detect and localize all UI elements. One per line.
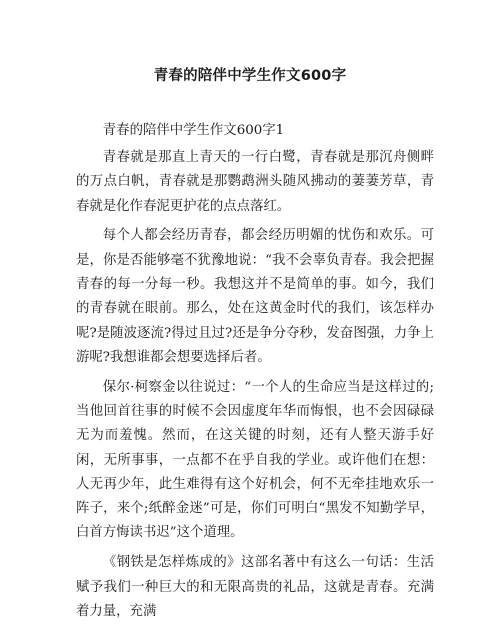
paragraph-3: 保尔·柯察金以往说过：“一个人的生命应当是这样过的;当他回首往事的时候不会因虚度年华而悔恨，也不会因碌碌无为而羞愧。然而，在这关键的时刻，还有人整天游手好闲，无所事事，一点都不在乎自我的学业。或许他们在想：人无再少年，此生难得有这个好机会，何不无牵挂地欢乐一阵子，来个;纸醉金迷”可是，你们可明白“黑发不知勤学早，白首方悔读书迟”这个道理。: [76, 379, 434, 541]
paragraph-4: 《钢铁是怎样炼成的》这部名著中有这么一句话：生活赋予我们一种巨大的和无限高贵的礼品，这就是青春。充满着力量，充满: [76, 555, 434, 619]
paragraph-2: 每个人都会经历青春，都会经历明媚的忧伤和欢乐。可是，你是否能够毫不犹豫地说：“我不会辜负青春。我会把握青春的每一分每一秒。我想这并不是简单的事。如今，我们的青春就在眼前。那么，处在这黄金时代的我们，该怎样办呢?是随波逐流?得过且过?还是争分夺秒，发奋图强，力争上游呢?我想谁都会想要选择后者。: [76, 228, 434, 365]
document-subtitle: 青春的陪伴中学生作文600字1: [102, 123, 285, 138]
document-body: [76, 120, 434, 630]
document-title: 青春的陪伴中学生作文600字: [153, 68, 347, 84]
paragraph-1: 青春就是那直上青天的一行白鹭，青春就是那沉舟侧畔的万点白帆，青春就是那鹦鹉洲头随风拂动的萋萋芳草，青春就是化作春泥更护花的点点落红。: [76, 150, 434, 214]
